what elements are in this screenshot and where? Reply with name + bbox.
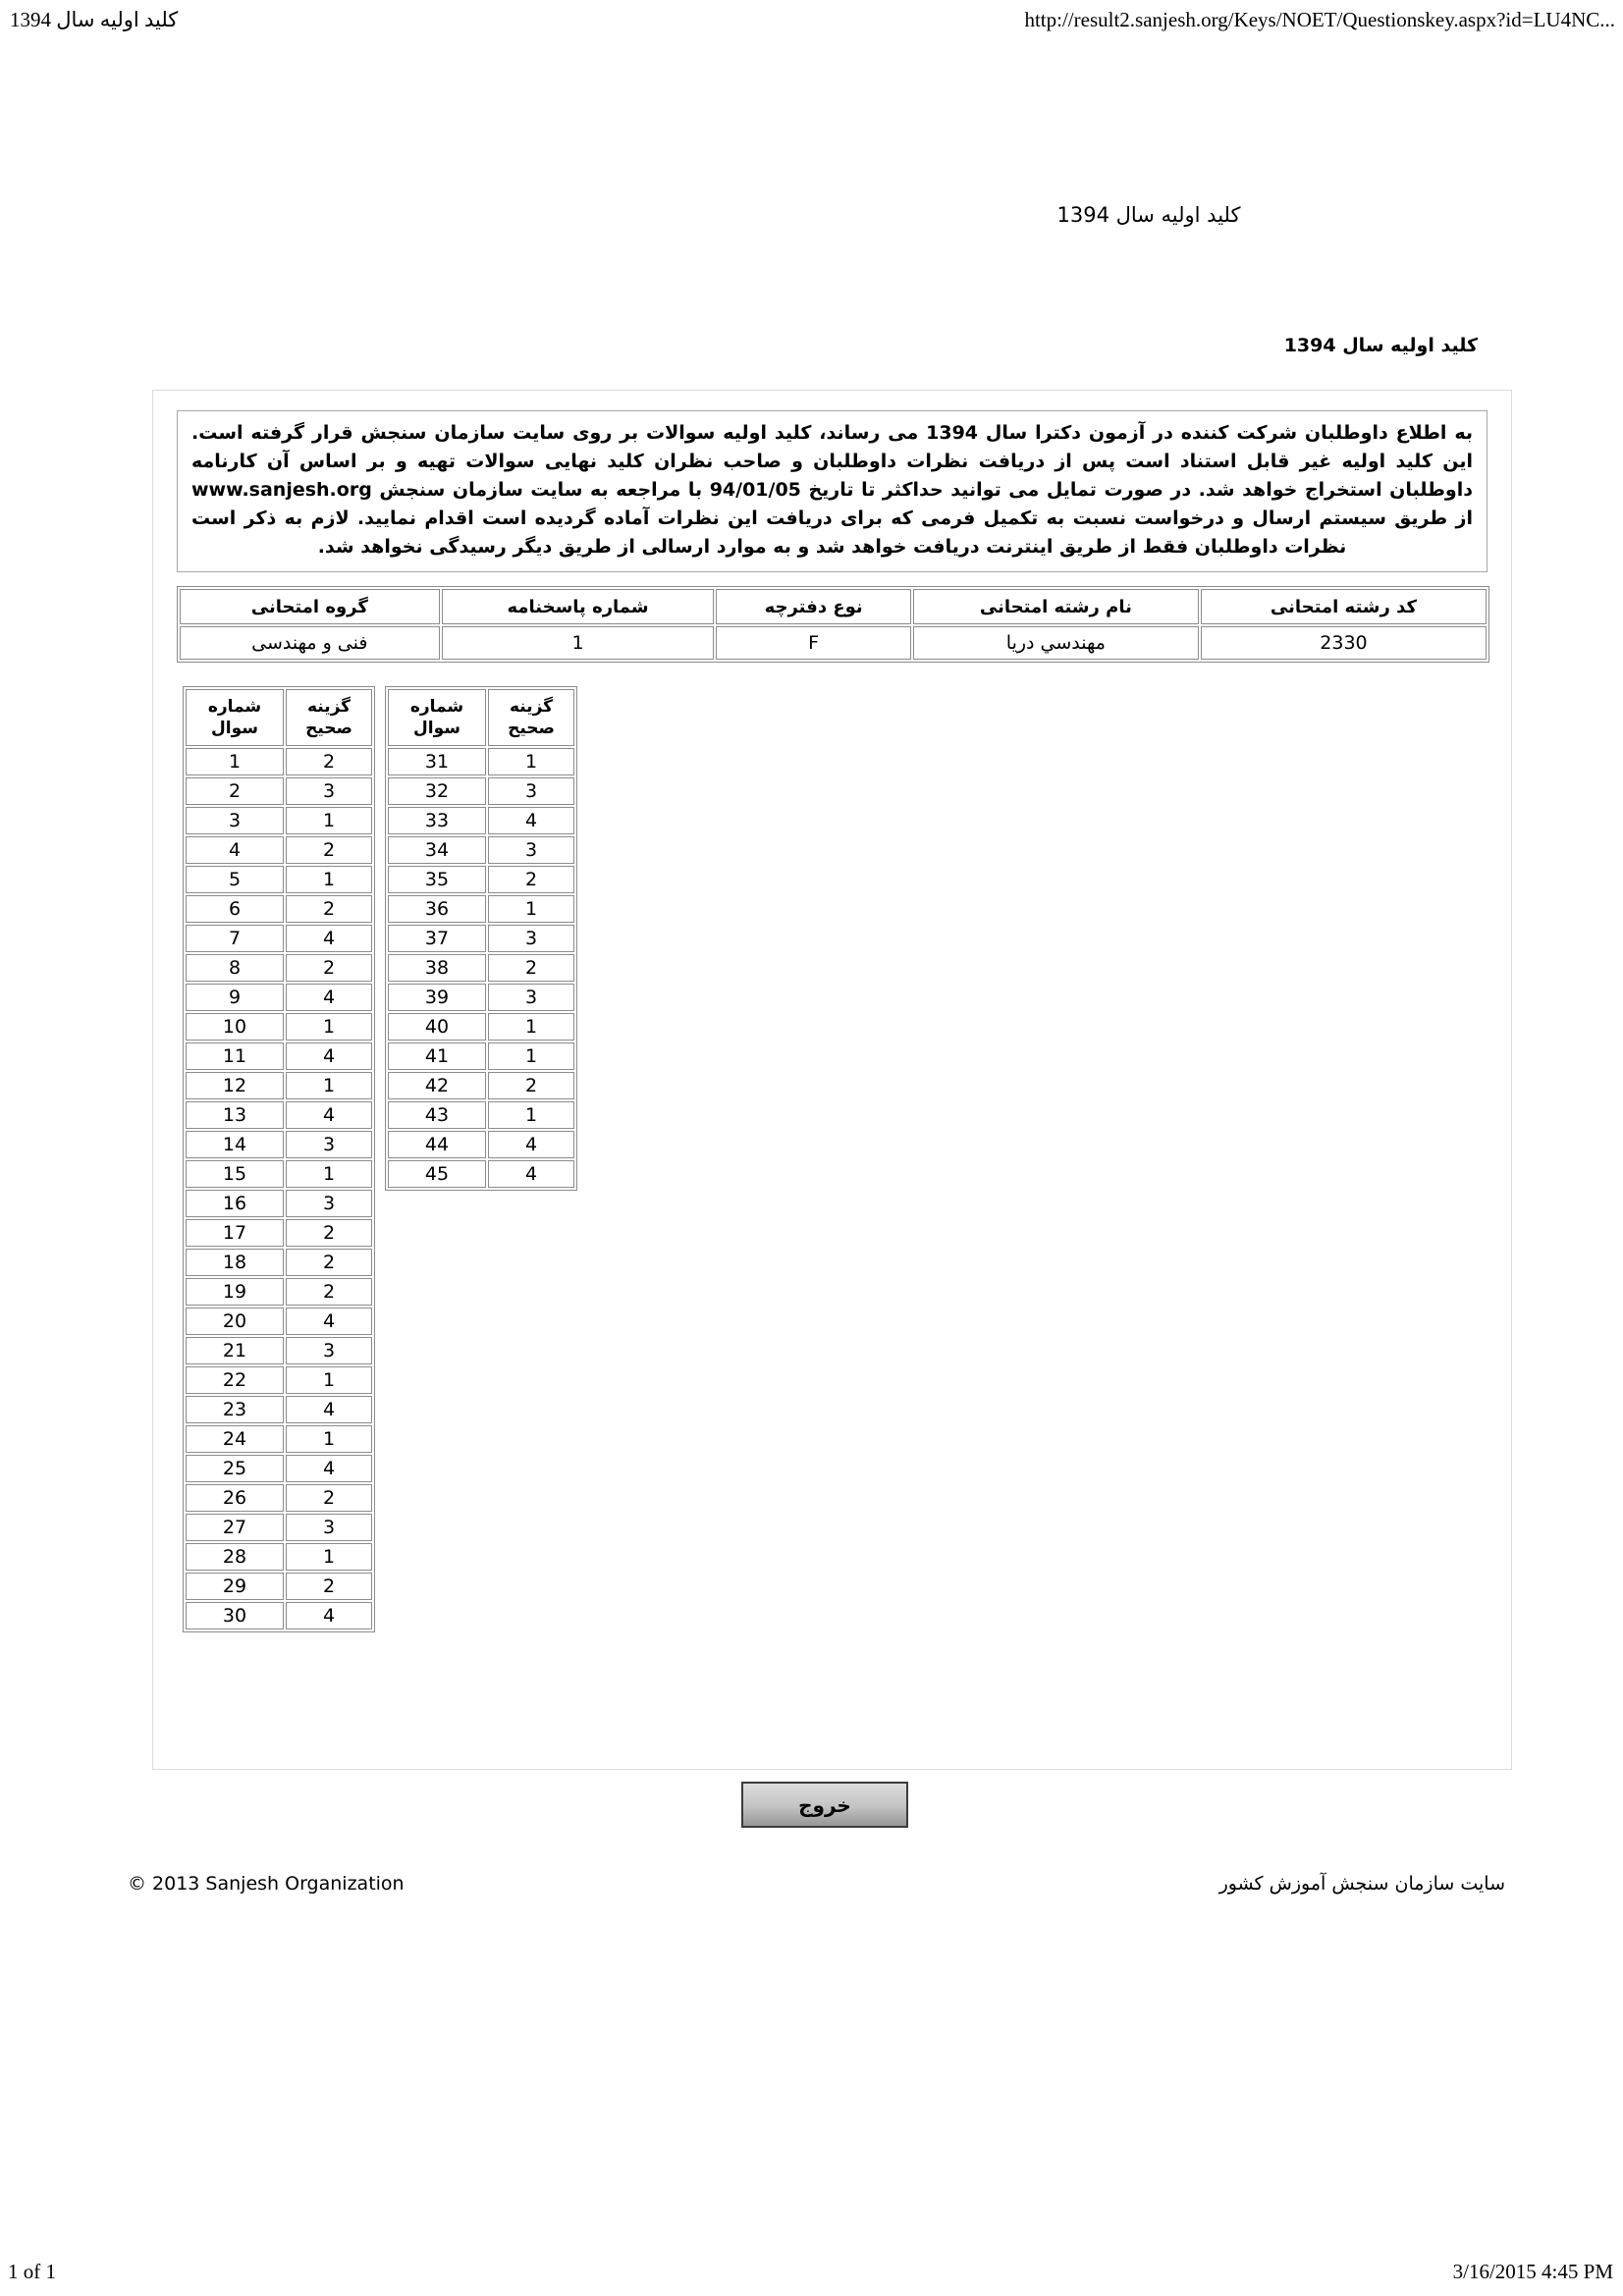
correct-option: 4: [286, 925, 372, 952]
page-number-text: 1 of 1: [8, 2260, 56, 2283]
answer-table-2-body: [388, 748, 574, 1188]
question-number: 11: [186, 1042, 284, 1070]
correct-option: 2: [286, 1249, 372, 1276]
answer-row: [186, 1543, 372, 1571]
value-field-code: 2330: [1201, 626, 1487, 660]
answer-row: [186, 954, 372, 982]
correct-option: 1: [286, 807, 372, 834]
answer-row: [186, 1425, 372, 1453]
column-field-name: نام رشته امتحانی: [913, 589, 1199, 624]
answer-row: [186, 1013, 372, 1041]
copyright-text: © 2013 Sanjesh Organization: [128, 1873, 405, 1895]
answer-row: [186, 1602, 372, 1629]
correct-option: 3: [488, 925, 574, 952]
question-number: 19: [186, 1278, 284, 1306]
question-number: 33: [388, 807, 486, 834]
answer-row: [186, 807, 372, 834]
correct-option: 4: [286, 1602, 372, 1629]
answer-row: [186, 1396, 372, 1423]
column-correct-option: گزینه صحیح: [286, 689, 372, 746]
question-number: 18: [186, 1249, 284, 1276]
correct-option: 1: [286, 1072, 372, 1099]
question-number: 14: [186, 1131, 284, 1158]
correct-option: 3: [488, 984, 574, 1011]
section-header: کلید اولیه سال 1394: [1283, 335, 1478, 356]
correct-option: 1: [286, 1425, 372, 1453]
question-number: 23: [186, 1396, 284, 1423]
question-number: 28: [186, 1543, 284, 1571]
question-number: 22: [186, 1366, 284, 1394]
answer-table-header-row: [186, 689, 372, 746]
content-container: [152, 390, 1512, 1770]
correct-option: 3: [286, 1337, 372, 1364]
question-number: 20: [186, 1308, 284, 1335]
correct-option: 4: [488, 807, 574, 834]
answer-row: [388, 1131, 574, 1158]
notice-paragraph: به اطلاع داوطلبان شرکت کننده در آزمون دکترا سال 1394 می رساند، کلید اولیه سوالات بر روی سایت سازمان سنجش قرار گرفته است. این کلید اولیه غیر قابل استناد است پس از دریافت نظرات داوطلبان و صاحب نظران کلید نهایی سوالات تهیه و بر اساس آن کارنامه داوطلبان استخراج خواهد شد. در صورت تمایل می توانید حداکثر تا تاریخ 94/01/05 با مراجعه به سایت سازمان سنجش www.sanjesh.org از طریق سیستم ارسال و درخواست نسبت به تکمیل فرمی که برای دریافت این نظرات آماده گردیده است اقدام نمایید. لازم به ذکر است نظرات داوطلبان فقط از طریق اینترنت دریافت خواهد شد و به موارد ارسالی از طریق دیگر رسیدگی نخواهد شد.: [177, 410, 1488, 572]
answer-row: [186, 1308, 372, 1335]
question-number: 13: [186, 1101, 284, 1129]
answer-row: [186, 1455, 372, 1482]
site-name-text: سایت سازمان سنجش آموزش کشور: [1218, 1873, 1505, 1895]
correct-option: 2: [286, 836, 372, 864]
column-question-number: شماره سوال: [388, 689, 486, 746]
answer-row: [388, 984, 574, 1011]
answer-row: [388, 777, 574, 805]
print-header-url: http://result2.sanjesh.org/Keys/NOET/Questionskey.aspx?id=LU4NC...: [1024, 8, 1615, 31]
answer-row: [186, 925, 372, 952]
question-number: 9: [186, 984, 284, 1011]
column-field-code: کد رشته امتحانی: [1201, 589, 1487, 624]
correct-option: 3: [488, 836, 574, 864]
exam-info-header-row: [180, 589, 1487, 624]
question-number: 8: [186, 954, 284, 982]
answer-row: [186, 1190, 372, 1217]
answer-row: [186, 748, 372, 775]
question-number: 34: [388, 836, 486, 864]
question-number: 44: [388, 1131, 486, 1158]
correct-option: 1: [488, 1042, 574, 1070]
question-number: 27: [186, 1514, 284, 1541]
answer-row: [186, 777, 372, 805]
exam-info-value-row: [180, 626, 1487, 660]
answer-row: [186, 895, 372, 923]
answer-table-1-body: [186, 748, 372, 1629]
question-number: 45: [388, 1160, 486, 1188]
question-number: 31: [388, 748, 486, 775]
value-answer-sheet-number: 1: [442, 626, 715, 660]
correct-option: 1: [488, 895, 574, 923]
question-number: 4: [186, 836, 284, 864]
answer-row: [388, 1072, 574, 1099]
column-answer-sheet-number: شماره پاسخنامه: [442, 589, 715, 624]
correct-option: 3: [286, 1131, 372, 1158]
answer-row: [388, 866, 574, 893]
correct-option: 3: [286, 1514, 372, 1541]
correct-option: 4: [286, 1042, 372, 1070]
answer-row: [388, 836, 574, 864]
correct-option: 2: [286, 1484, 372, 1512]
correct-option: 4: [488, 1160, 574, 1188]
exit-button[interactable]: خروج: [741, 1782, 908, 1828]
correct-option: 4: [286, 1396, 372, 1423]
correct-option: 1: [488, 748, 574, 775]
question-number: 7: [186, 925, 284, 952]
answer-row: [186, 866, 372, 893]
question-number: 2: [186, 777, 284, 805]
correct-option: 1: [286, 1366, 372, 1394]
question-number: 37: [388, 925, 486, 952]
answer-table-2: [385, 686, 577, 1191]
correct-option: 4: [286, 984, 372, 1011]
correct-option: 3: [286, 777, 372, 805]
correct-option: 4: [286, 1101, 372, 1129]
answer-row: [186, 1042, 372, 1070]
answer-row: [186, 1160, 372, 1188]
answer-row: [186, 1249, 372, 1276]
print-header-title: کلید اولیه سال 1394: [10, 8, 179, 31]
question-number: 26: [186, 1484, 284, 1512]
question-number: 42: [388, 1072, 486, 1099]
answer-row: [186, 1514, 372, 1541]
question-number: 12: [186, 1072, 284, 1099]
question-number: 36: [388, 895, 486, 923]
question-number: 43: [388, 1101, 486, 1129]
answer-row: [388, 954, 574, 982]
question-number: 6: [186, 895, 284, 923]
correct-option: 1: [286, 1013, 372, 1041]
question-number: 5: [186, 866, 284, 893]
question-number: 40: [388, 1013, 486, 1041]
answer-row: [186, 1573, 372, 1600]
answer-row: [388, 895, 574, 923]
correct-option: 1: [286, 1160, 372, 1188]
answer-row: [186, 836, 372, 864]
correct-option: 3: [488, 777, 574, 805]
column-booklet-type: نوع دفترچه: [716, 589, 910, 624]
question-number: 24: [186, 1425, 284, 1453]
correct-option: 4: [286, 1455, 372, 1482]
answer-row: [388, 1101, 574, 1129]
correct-option: 1: [488, 1101, 574, 1129]
correct-option: 2: [488, 866, 574, 893]
answer-row: [186, 1484, 372, 1512]
correct-option: 2: [286, 895, 372, 923]
answer-row: [186, 1101, 372, 1129]
correct-option: 2: [286, 1219, 372, 1247]
answer-row: [388, 925, 574, 952]
question-number: 29: [186, 1573, 284, 1600]
question-number: 21: [186, 1337, 284, 1364]
column-exam-group: گروه امتحانی: [180, 589, 440, 624]
answer-row: [388, 807, 574, 834]
column-correct-option: گزینه صحیح: [488, 689, 574, 746]
answer-table-1: [183, 686, 375, 1632]
correct-option: 2: [488, 954, 574, 982]
correct-option: 2: [488, 1072, 574, 1099]
correct-option: 4: [488, 1131, 574, 1158]
answer-row: [186, 1337, 372, 1364]
question-number: 35: [388, 866, 486, 893]
question-number: 38: [388, 954, 486, 982]
answer-row: [186, 1072, 372, 1099]
site-footer: [128, 1873, 1505, 1895]
value-booklet-type: F: [716, 626, 910, 660]
correct-option: 1: [286, 1543, 372, 1571]
question-number: 30: [186, 1602, 284, 1629]
answer-key-section: [183, 686, 1511, 1632]
page-title: کلید اولیه سال 1394: [1056, 203, 1241, 227]
correct-option: 2: [286, 1573, 372, 1600]
answer-row: [186, 1366, 372, 1394]
correct-option: 2: [286, 748, 372, 775]
answer-row: [388, 1042, 574, 1070]
correct-option: 3: [286, 1190, 372, 1217]
answer-row: [388, 1160, 574, 1188]
correct-option: 2: [286, 954, 372, 982]
exam-info-table: [177, 586, 1489, 663]
question-number: 3: [186, 807, 284, 834]
answer-row: [186, 1278, 372, 1306]
answer-row: [186, 984, 372, 1011]
question-number: 32: [388, 777, 486, 805]
question-number: 10: [186, 1013, 284, 1041]
question-number: 25: [186, 1455, 284, 1482]
answer-row: [388, 1013, 574, 1041]
answer-row: [186, 1219, 372, 1247]
question-number: 16: [186, 1190, 284, 1217]
question-number: 17: [186, 1219, 284, 1247]
print-timestamp: 3/16/2015 4:45 PM: [1452, 2260, 1613, 2283]
answer-table-header-row: [388, 689, 574, 746]
answer-row: [186, 1131, 372, 1158]
correct-option: 2: [286, 1278, 372, 1306]
column-question-number: شماره سوال: [186, 689, 284, 746]
question-number: 15: [186, 1160, 284, 1188]
value-field-name: مهندسي دريا: [913, 626, 1199, 660]
print-header: [10, 8, 1615, 32]
question-number: 41: [388, 1042, 486, 1070]
correct-option: 1: [488, 1013, 574, 1041]
print-footer: [8, 2260, 1613, 2284]
answer-row: [388, 748, 574, 775]
correct-option: 4: [286, 1308, 372, 1335]
value-exam-group: فنی و مهندسی: [180, 626, 440, 660]
correct-option: 1: [286, 866, 372, 893]
question-number: 39: [388, 984, 486, 1011]
question-number: 1: [186, 748, 284, 775]
